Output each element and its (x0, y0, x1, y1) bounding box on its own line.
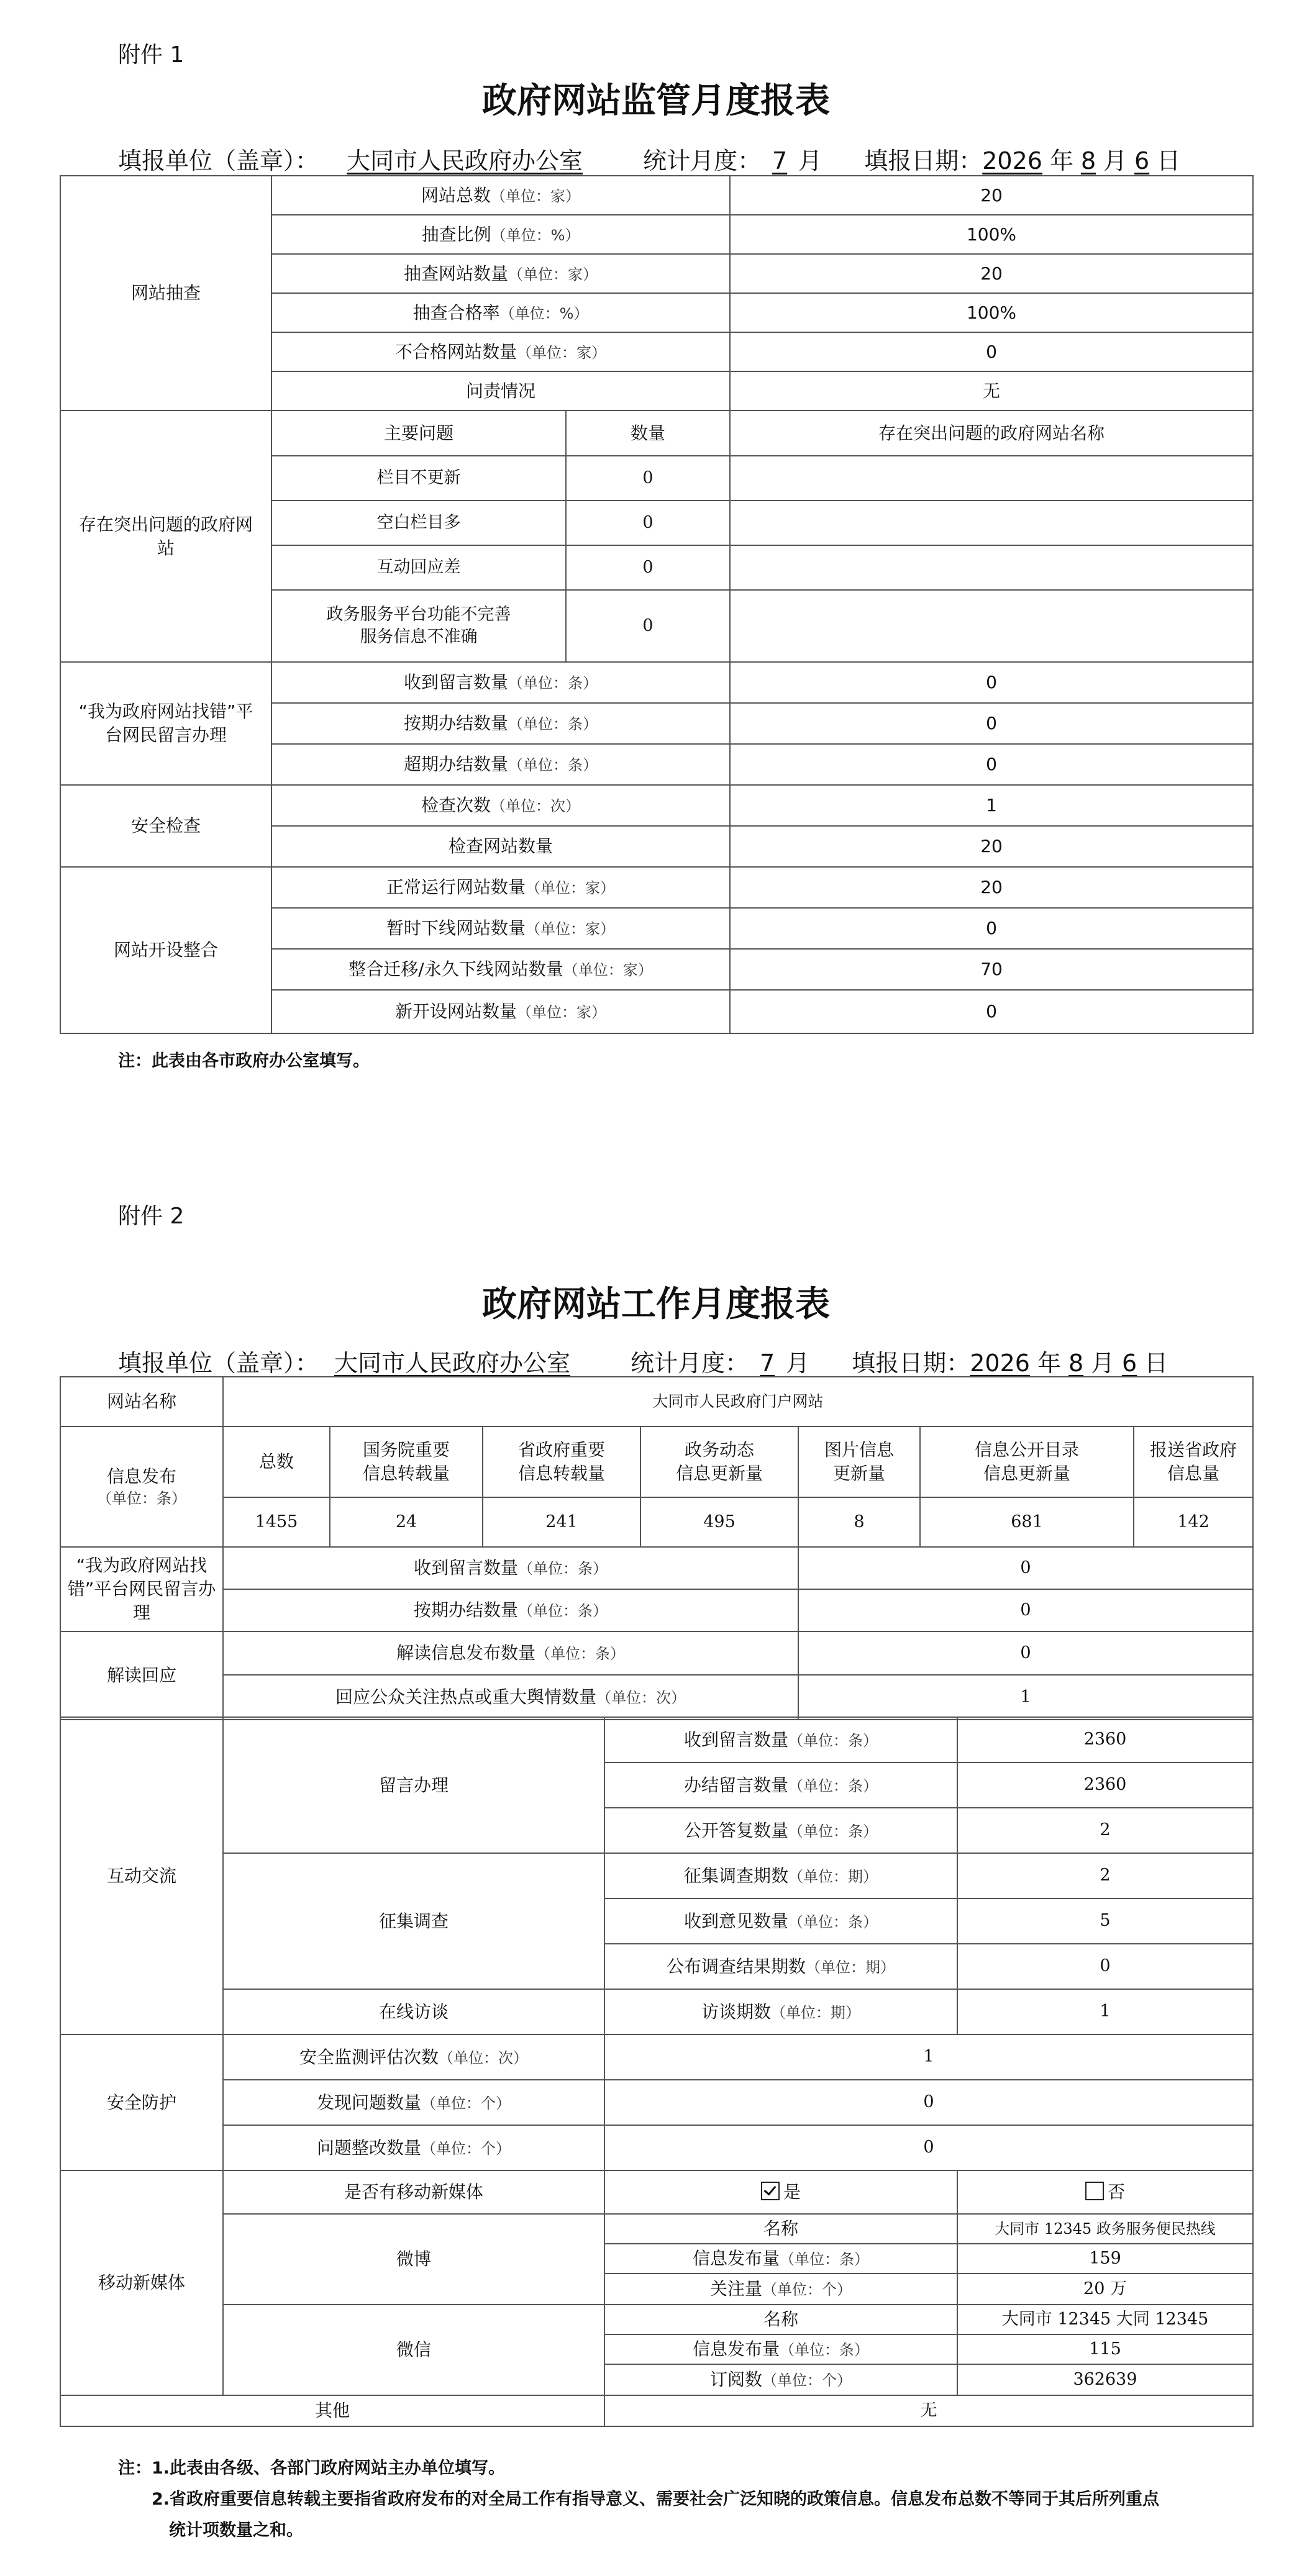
issue-label: 栏目不更新 (271, 456, 566, 501)
wzzc-label: “我为政府网站找错”平台网民留言办理 (60, 1547, 223, 1631)
row-value: 大同市 12345 政务服务便民热线 (957, 2214, 1253, 2244)
table-row (60, 1547, 1253, 1589)
label-text: 收到留言数量 (683, 1729, 788, 1750)
date-y: 年 (1050, 147, 1074, 175)
ly-label: 留言办理 (223, 1717, 604, 1853)
label-text: 收到留言数量 (404, 672, 509, 693)
date-d: 日 (1144, 1349, 1168, 1377)
unit-text: （单位：条） (788, 1913, 878, 1931)
table-row (60, 1589, 1253, 1631)
unit-text: （单位：条） (508, 715, 598, 733)
date-day: 6 (1134, 147, 1150, 175)
row-label (271, 293, 730, 332)
zj-label: 征集调查 (223, 1853, 604, 1989)
table-row (60, 867, 1253, 908)
row-label (271, 744, 730, 785)
row-value: 159 (957, 2244, 1253, 2274)
row-value: 0 (730, 332, 1253, 371)
unit-text: （单位：次） (596, 1689, 686, 1707)
row-label (271, 176, 730, 215)
table-row (60, 1631, 1253, 1675)
row-value: 1 (604, 2034, 1253, 2080)
date-day: 6 (1122, 1349, 1137, 1377)
row-value: 100% (730, 215, 1253, 254)
date-m: 月 (1103, 147, 1128, 175)
table-row (60, 2214, 1253, 2244)
yd-no-cell (957, 2170, 1253, 2214)
jd-label: 解读回应 (60, 1631, 223, 1720)
unit-text: （单位：次） (491, 797, 581, 815)
unchecked-box-icon (1085, 2182, 1104, 2200)
pub-value: 24 (330, 1497, 483, 1547)
label-text: 关注量 (709, 2279, 762, 2300)
unit-text: （单位：条） (780, 2251, 869, 2269)
report-2-note-2: 2.省政府重要信息转载主要指省政府发布的对全局工作有指导意义、需要社会广泛知晓的政策信息。信息发布总数不等同于其后所列重点 (152, 2490, 1160, 2509)
table-row (60, 662, 1253, 703)
row-value: 0 (798, 1589, 1253, 1631)
pub-value: 241 (483, 1497, 640, 1547)
pub-header: 图片信息 更新量 (798, 1426, 920, 1497)
row-value: 1 (957, 1989, 1253, 2034)
other-label: 其他 (60, 2395, 604, 2426)
unit-text: （单位：家） (517, 343, 607, 361)
table-row (60, 2080, 1253, 2125)
hd-label: 互动交流 (60, 1717, 223, 2034)
unit-label: 填报单位（盖章）： (118, 1349, 319, 1377)
unit-text: （单位：个） (762, 2281, 852, 2299)
yd-no-label: 否 (1107, 2182, 1125, 2203)
yd-label: 移动新媒体 (60, 2170, 223, 2395)
label-text: 回应公众关注热点或重大舆情数量 (335, 1687, 596, 1708)
unit-text: （单位：个） (421, 2139, 511, 2157)
row-value: 0 (604, 2080, 1253, 2125)
pub-value: 1455 (223, 1497, 330, 1547)
row-value: 0 (730, 744, 1253, 785)
unit-text: （单位：家） (517, 1004, 607, 1022)
date-month: 8 (1068, 1349, 1084, 1377)
report-1-note: 注：此表由各市政府办公室填写。 (118, 1051, 370, 1071)
report-1-table (60, 175, 1254, 1034)
pub-header: 政务动态 信息更新量 (640, 1426, 798, 1497)
table-row (60, 410, 1253, 456)
unit-text: （单位：条） (780, 2341, 869, 2359)
row-value: 0 (730, 662, 1253, 703)
row-label (223, 2080, 604, 2125)
report-1-title: 政府网站监管月度报表 (482, 81, 830, 121)
unit-text: （单位：期） (771, 2003, 860, 2021)
row-label (604, 1853, 957, 1898)
row-value: 无 (730, 371, 1253, 410)
row-value: 2 (957, 1853, 1253, 1898)
date-m: 月 (1091, 1349, 1115, 1377)
section-label: 网站开设整合 (60, 867, 271, 1033)
row-value: 0 (730, 908, 1253, 949)
row-label (604, 2244, 957, 2274)
month-label: 统计月度： (643, 147, 762, 175)
month-suffix: 月 (798, 147, 822, 175)
pub-header: 省政府重要 信息转载量 (483, 1426, 640, 1497)
unit-text: （单位：期） (788, 1867, 878, 1885)
report-2-title: 政府网站工作月度报表 (482, 1284, 830, 1325)
issue-count: 0 (566, 501, 730, 545)
row-label (271, 990, 730, 1033)
report-2-note-1: 注：1.此表由各级、各部门政府网站主办单位填写。 (118, 2459, 506, 2478)
yd-has-label: 是否有移动新媒体 (223, 2170, 604, 2214)
label-text: 按期办结数量 (404, 713, 509, 734)
label-text: 名称 (763, 2218, 798, 2239)
month-label: 统计月度： (631, 1349, 749, 1377)
site-name-value: 大同市人民政府门户网站 (223, 1377, 1253, 1426)
unit-text: （单位：期） (806, 1958, 895, 1976)
unit-label: 填报单位（盖章）： (118, 147, 319, 175)
table-row (60, 2125, 1253, 2170)
table-row (60, 1675, 1253, 1720)
unit-text: （单位：%） (499, 304, 589, 322)
other-value: 无 (604, 2395, 1253, 2426)
section-label: 安全检查 (60, 785, 271, 867)
row-label (604, 1808, 957, 1853)
unit-text: （单位：个） (762, 2372, 852, 2390)
pub-value: 8 (798, 1497, 920, 1547)
label-text: 信息发布量 (692, 2339, 780, 2360)
label-text: 收到留言数量 (413, 1558, 518, 1579)
row-value: 大同市 12345 大同 12345 (957, 2305, 1253, 2334)
row-value: 20 (730, 826, 1253, 867)
issue-label: 政务服务平台功能不完善 服务信息不准确 (271, 590, 566, 662)
unit-text: （单位：条） (788, 1731, 878, 1749)
pub-header: 信息公开目录 信息更新量 (920, 1426, 1134, 1497)
row-label (604, 2364, 957, 2395)
row-label (604, 2214, 957, 2244)
row-label (604, 1944, 957, 1989)
unit-text: （单位：条） (788, 1822, 878, 1840)
row-value: 0 (798, 1631, 1253, 1675)
pub-label-cell (60, 1426, 223, 1547)
label-text: 征集调查期数 (683, 1865, 788, 1886)
report-2-table-top (60, 1376, 1254, 1720)
label-text: 公布调查结果期数 (666, 1956, 806, 1977)
issue-label: 空白栏目多 (271, 501, 566, 545)
issue-sites (730, 456, 1253, 501)
row-label (223, 2034, 604, 2080)
checked-box-icon (761, 2182, 780, 2200)
row-label (271, 662, 730, 703)
row-value: 100% (730, 293, 1253, 332)
label-text: 暂时下线网站数量 (386, 918, 526, 939)
zx-label: 在线访谈 (223, 1989, 604, 2034)
row-value: 2 (957, 1808, 1253, 1853)
label-text: 发现问题数量 (316, 2092, 421, 2113)
month-value: 7 (772, 147, 788, 175)
report-2-note-3: 统计项数量之和。 (169, 2521, 303, 2540)
row-value: 70 (730, 949, 1253, 990)
table-row (60, 176, 1253, 215)
table-row (60, 1989, 1253, 2034)
issue-sites (730, 545, 1253, 590)
table-row (60, 2395, 1253, 2426)
label-text: 抽查比例 (421, 224, 491, 245)
label-text: 访谈期数 (701, 2001, 771, 2022)
pub-value: 142 (1134, 1497, 1253, 1547)
row-value: 20 (730, 867, 1253, 908)
row-label (223, 1675, 798, 1720)
row-label (604, 2334, 957, 2364)
row-label (271, 332, 730, 371)
label-text: 抽查网站数量 (404, 263, 509, 284)
table-row (60, 2034, 1253, 2080)
row-label (271, 215, 730, 254)
label-text: 办结留言数量 (683, 1774, 788, 1795)
row-value: 2360 (957, 1717, 1253, 1762)
pub-unit: （单位：条） (97, 1489, 186, 1507)
row-label (271, 949, 730, 990)
row-value: 20 万 (957, 2274, 1253, 2305)
row-label (223, 1631, 798, 1675)
date-year: 2026 (970, 1349, 1030, 1377)
unit-text: （单位：家） (508, 265, 598, 283)
label-text: 收到意见数量 (683, 1910, 788, 1931)
label-text: 问题整改数量 (316, 2137, 421, 2158)
row-value: 5 (957, 1898, 1253, 1944)
row-label (604, 2305, 957, 2334)
date-d: 日 (1157, 147, 1181, 175)
label-text: 公开答复数量 (683, 1820, 788, 1841)
pub-label: 信息发布 (106, 1466, 176, 1487)
unit-text: （单位：条） (535, 1645, 625, 1663)
unit-text: （单位：条） (508, 756, 598, 774)
label-text: 正常运行网站数量 (386, 877, 526, 898)
label-text: 新开设网站数量 (395, 1001, 517, 1022)
table-row (60, 1717, 1253, 1762)
row-value: 362639 (957, 2364, 1253, 2395)
unit-text: （单位：次） (439, 2049, 528, 2067)
row-label (604, 1762, 957, 1808)
unit-text: （单位：条） (508, 674, 598, 692)
site-name-label: 网站名称 (60, 1377, 223, 1426)
row-label (604, 1717, 957, 1762)
row-label (271, 908, 730, 949)
section-label: 存在突出问题的政府网站 (60, 410, 271, 662)
row-label (271, 785, 730, 826)
unit-text: （单位：%） (491, 226, 580, 244)
row-value: 20 (730, 176, 1253, 215)
row-value: 0 (604, 2125, 1253, 2170)
unit-text: （单位：家） (526, 920, 616, 938)
label-text: 不合格网站数量 (395, 341, 517, 362)
col-header: 主要问题 (271, 410, 566, 456)
col-header: 存在突出问题的政府网站名称 (730, 410, 1253, 456)
date-year: 2026 (982, 147, 1042, 175)
row-value: 1 (798, 1675, 1253, 1720)
unit-text: （单位：条） (518, 1560, 608, 1578)
label-text: 问责情况 (466, 380, 536, 401)
label-text: 检查次数 (421, 795, 491, 816)
unit-value: 大同市人民政府办公室 (347, 147, 583, 175)
section-label: 网站抽查 (60, 176, 271, 410)
label-text: 抽查合格率 (412, 302, 500, 323)
date-month: 8 (1080, 147, 1096, 175)
row-value: 0 (730, 703, 1253, 744)
row-label (223, 2125, 604, 2170)
yd-yes-cell (604, 2170, 957, 2214)
report-2-meta (118, 1344, 1168, 1378)
issue-count: 0 (566, 545, 730, 590)
unit-text: （单位：条） (788, 1777, 878, 1795)
issue-label: 互动回应差 (271, 545, 566, 590)
label-text: 按期办结数量 (413, 1600, 518, 1621)
pub-value: 681 (920, 1497, 1134, 1547)
label-text: 安全监测评估次数 (299, 2046, 439, 2067)
aq-label: 安全防护 (60, 2034, 223, 2170)
row-label (223, 1547, 798, 1589)
label-text: 整合迁移/永久下线网站数量 (348, 959, 563, 980)
date-label: 填报日期： (864, 147, 983, 175)
row-label (271, 867, 730, 908)
row-value: 0 (798, 1547, 1253, 1589)
row-label (271, 371, 730, 410)
row-value: 0 (957, 1944, 1253, 1989)
unit-text: （单位：家） (526, 879, 616, 897)
issue-count: 0 (566, 456, 730, 501)
row-label (604, 1898, 957, 1944)
table-row (60, 2305, 1253, 2334)
table-row (60, 1377, 1253, 1426)
table-row (60, 1853, 1253, 1898)
unit-text: （单位：个） (421, 2094, 511, 2112)
pub-header: 报送省政府 信息量 (1134, 1426, 1253, 1497)
report-1-meta (118, 142, 1180, 176)
unit-text: （单位：家） (491, 187, 581, 205)
table-row (60, 2170, 1253, 2214)
row-label (271, 826, 730, 867)
pub-header: 总数 (223, 1426, 330, 1497)
month-suffix: 月 (786, 1349, 810, 1377)
attachment-2-label: 附件 2 (118, 1204, 184, 1229)
month-value: 7 (760, 1349, 775, 1377)
unit-text: （单位：条） (518, 1602, 608, 1620)
pub-value: 495 (640, 1497, 798, 1547)
wx-label: 微信 (223, 2305, 604, 2395)
issue-count: 0 (566, 590, 730, 662)
label-text: 解读信息发布数量 (396, 1643, 535, 1664)
date-label: 填报日期： (852, 1349, 970, 1377)
table-row (60, 785, 1253, 826)
row-label (223, 1589, 798, 1631)
row-value: 115 (957, 2334, 1253, 2364)
label-text: 超期办结数量 (404, 754, 509, 775)
report-2-table-bottom (60, 1717, 1254, 2427)
row-value: 20 (730, 254, 1253, 293)
wb-label: 微博 (223, 2214, 604, 2305)
label-text: 检查网站数量 (449, 836, 554, 857)
row-value: 1 (730, 785, 1253, 826)
row-label (604, 2274, 957, 2305)
pub-header: 国务院重要 信息转载量 (330, 1426, 483, 1497)
issue-sites (730, 590, 1253, 662)
label-text: 信息发布量 (692, 2248, 780, 2269)
label-text: 名称 (763, 2309, 798, 2330)
label-text: 网站总数 (421, 184, 491, 206)
unit-text: （单位：家） (563, 961, 653, 979)
date-y: 年 (1037, 1349, 1062, 1377)
yd-yes-label: 是 (783, 2182, 801, 2203)
issue-sites (730, 501, 1253, 545)
row-label (604, 1989, 957, 2034)
row-label (271, 703, 730, 744)
row-value: 0 (730, 990, 1253, 1033)
row-value: 2360 (957, 1762, 1253, 1808)
col-header: 数量 (566, 410, 730, 456)
unit-value: 大同市人民政府办公室 (334, 1349, 571, 1377)
row-label (271, 254, 730, 293)
table-row (60, 1497, 1253, 1547)
table-row (60, 1426, 1253, 1497)
section-label: “我为政府网站找错”平台网民留言办理 (60, 662, 271, 785)
attachment-1-label: 附件 1 (118, 42, 184, 68)
label-text: 订阅数 (709, 2369, 762, 2390)
